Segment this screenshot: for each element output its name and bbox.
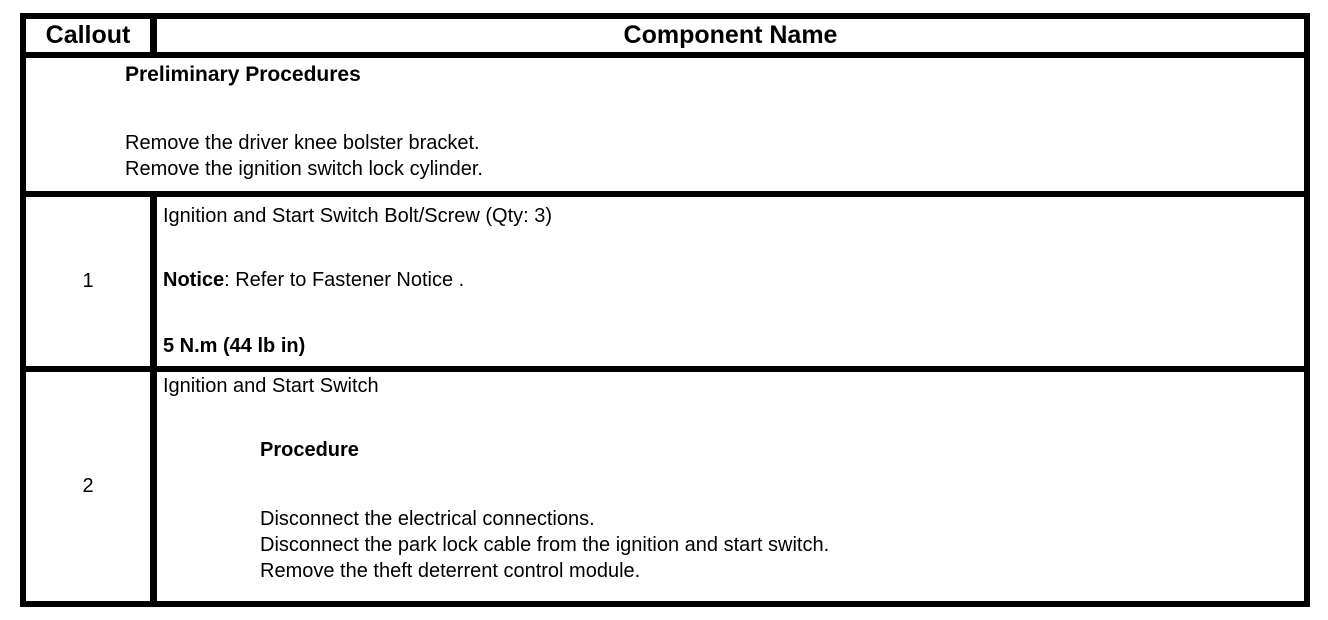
- callout-column-header: Callout: [26, 19, 157, 52]
- notice-line: [163, 267, 1294, 293]
- preliminary-procedures-cell: [26, 58, 1304, 197]
- component-name-text: Ignition and Start Switch Bolt/Screw (Qty: 3): [163, 205, 553, 227]
- callout-number-cell: 1: [26, 197, 157, 366]
- procedure-heading: Procedure: [260, 439, 359, 461]
- procedure-step: Disconnect the park lock cable from the ignition and start switch.: [260, 534, 830, 556]
- table-header-row: [26, 19, 1304, 58]
- notice-label: Notice: [163, 269, 225, 291]
- parts-callout-table: [20, 13, 1310, 607]
- preliminary-steps: [125, 130, 1294, 182]
- preliminary-procedures-title: Preliminary Procedures: [125, 63, 361, 86]
- table-row-callout-2: [26, 372, 1304, 601]
- callout-number-cell: 2: [26, 372, 157, 601]
- procedure-steps: [260, 506, 1294, 584]
- torque-spec: 5 N.m (44 lb in): [163, 335, 306, 357]
- component-name-column-header: Component Name: [623, 21, 838, 49]
- table-row-callout-1: [26, 197, 1304, 372]
- preliminary-step: Remove the ignition switch lock cylinder.: [125, 158, 483, 180]
- procedure-step: Remove the theft deterrent control module.: [260, 560, 641, 582]
- notice-text: : Refer to Fastener Notice .: [224, 269, 465, 291]
- procedure-step: Disconnect the electrical connections.: [260, 508, 595, 530]
- component-cell: [157, 372, 1304, 601]
- component-name-text: Ignition and Start Switch: [163, 375, 379, 397]
- component-cell: [157, 197, 1304, 366]
- preliminary-step: Remove the driver knee bolster bracket.: [125, 132, 480, 154]
